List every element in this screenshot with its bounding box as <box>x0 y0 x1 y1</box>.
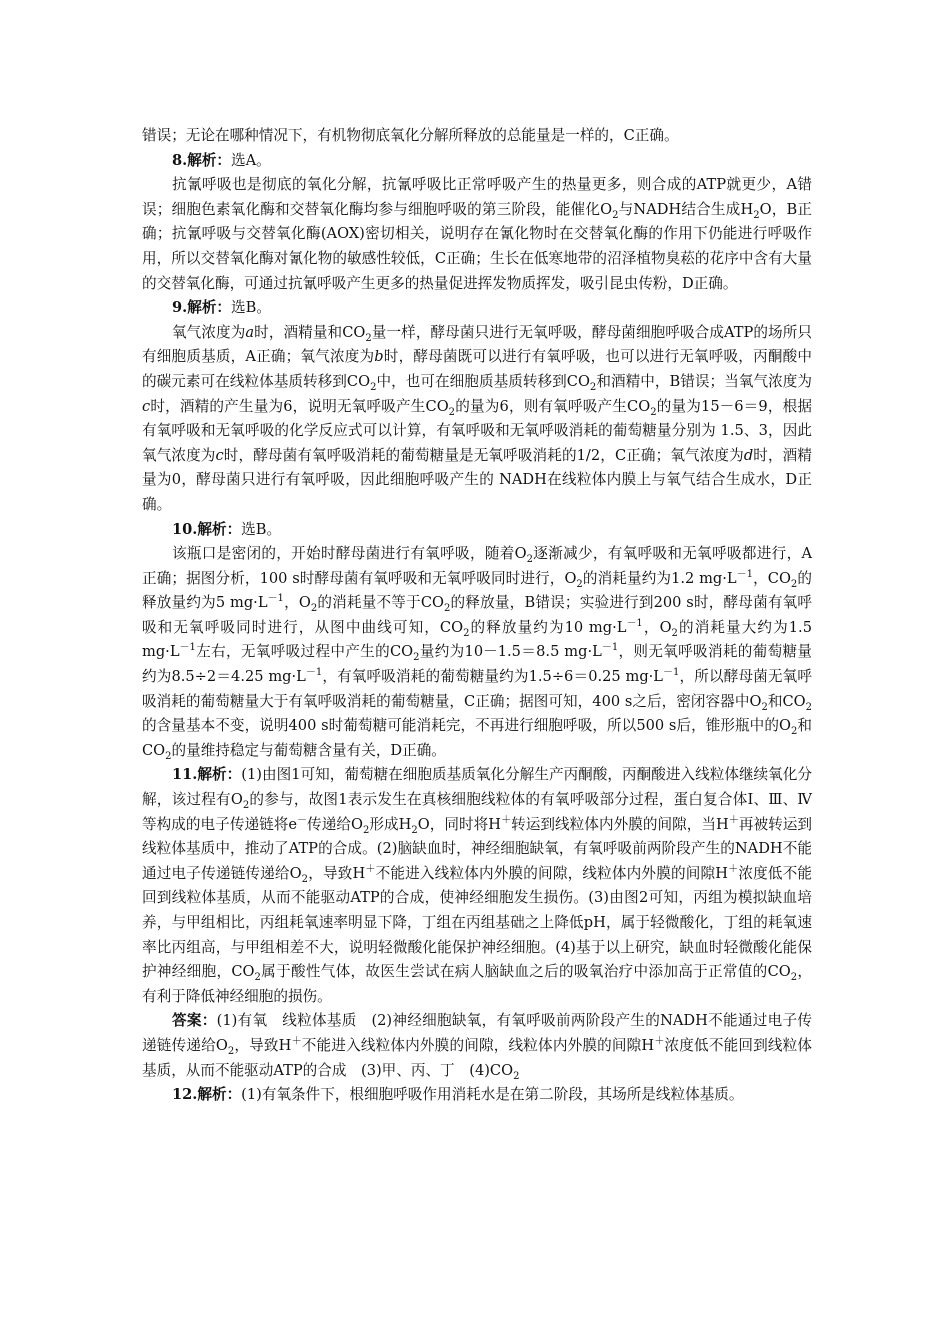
q11-answer <box>142 1009 812 1083</box>
q8-header <box>142 149 812 174</box>
q10-answer: 选B。 <box>241 520 282 538</box>
q9-header <box>142 296 812 321</box>
paragraph-continuation: 错误；无论在哪种情况下，有机物彻底氧化分解所释放的总能量是一样的，C正确。 <box>142 127 679 144</box>
q9-label: 9.解析： <box>172 299 232 317</box>
q10-header <box>142 518 812 543</box>
q12-analysis <box>142 1083 812 1108</box>
q8-label: 8.解析： <box>172 151 232 169</box>
q12-label: 12.解析： <box>172 1086 242 1104</box>
q11-analysis <box>142 763 812 1009</box>
q11-body: (1)由图1可知，葡萄糖在细胞质基质氧化分解生产丙酮酸，丙酮酸进入线粒体继续氧化分解，该过程有$O_2$的参与，故图1表示发生在真核细胞线粒体的有氧呼吸部分过程，蛋白复合体Ⅰ、Ⅲ、Ⅳ等构成的电子传递链将e－传递给$O_2$形成$H_2O$，同时将H＋转运到线粒体内外膜的间隙，当H＋再被转运到线粒体基质中，推动了ATP的合成。(2)脑缺血时，神经细胞缺氧，有氧呼吸前两阶段产生的NADH不能通过电子传递链传递给$O_2$，导致H＋不能进入线粒体内外膜的间隙，线粒体内外膜的间隙H＋浓度低不能回到线粒体基质，从而不能驱动ATP的合成，使神经细胞发生损伤。(3)由图2可知，丙组为模拟缺血培养，与甲组相比，丙组耗氧速率明显下降，丁组在丙组基础之上降低pH，属于轻微酸化，丁组的耗氧速率比丙组高，与甲组相差不大，说明轻微酸化能保护神经细胞。(4)基于以上研究，缺血时轻微酸化能保护神经细胞，$CO_2$属于酸性气体，故医生尝试在病人脑缺血之后的吸氧治疗中添加高于正常值的$CO_2$，有利于降低神经细胞的损伤。 <box>142 766 813 1005</box>
document-page <box>142 124 812 1108</box>
q8-body: 抗氰呼吸也是彻底的氧化分解，抗氰呼吸比正常呼吸产生的热量更多，则合成的ATP就更少，A错误；细胞色素氧化酶和交替氧化酶均参与细胞呼吸的第三阶段，能催化$O_2$与NADH结合生成$H_2O$，B正确；抗氰呼吸与交替氧化酶(AOX)密切相关，说明存在氰化物时在交替氧化酶的作用下仍能进行呼吸作用，所以交替氧化酶对氰化物的敏感性较低，C正确；生长在低寒地带的沼泽植物臭菘的花序中含有大量的交替氧化酶，可通过抗氰呼吸产生更多的热量促进挥发物质挥发，吸引昆虫传粉，D正确。 <box>142 176 813 292</box>
q8-answer: 选A。 <box>231 151 271 169</box>
q10-body: 该瓶口是密闭的，开始时酵母菌进行有氧呼吸，随着$O_2$逐渐减少，有氧呼吸和无氧呼吸都进行，A正确；据图分析，100 s时酵母菌有氧呼吸和无氧呼吸同时进行，$O_2$的消耗量约为1.2 $mg\cdot L^{-1}$，$CO_2$的释放量约为5 $mg\cdot L^{-1}$，$O_2$的消耗量不等于$CO_2$的释放量，B错误；实验进行到200 s时，酵母菌有氧呼吸和无氧呼吸同时进行，从图中曲线可知，$CO_2$的释放量约为10 $mg\cdot L^{-1}$，$O_2$的消耗量大约为1.5 $mg\cdot L^{-1}$左右，无氧呼吸过程中产生的$CO_2$量约为10－1.5＝8.5 $mg\cdot L^{-1}$，则无氧呼吸消耗的葡萄糖量约为8.5÷2＝4.25 $mg\cdot L^{-1}$，有氧呼吸消耗的葡萄糖量约为1.5÷6＝0.25 $mg\cdot L^{-1}$，所以酵母菌无氧呼吸消耗的葡萄糖量大于有氧呼吸消耗的葡萄糖量，C正确；据图可知，400 s之后，密闭容器中$O_2$和$CO_2$的含量基本不变，说明400 s时葡萄糖可能消耗完，不再进行细胞呼吸，所以500 s后，锥形瓶中的$O_2$和$CO_2$的量维持稳定与葡萄糖含量有关，D正确。 <box>142 545 813 762</box>
q11-label: 11.解析： <box>172 766 242 784</box>
q9-body: 氧气浓度为a时，酒精量和$CO_2$量一样，酵母菌只进行无氧呼吸，酵母菌细胞呼吸合成ATP的场所只有细胞质基质，A正确；氧气浓度为b时，酵母菌既可以进行有氧呼吸，也可以进行无氧呼吸，丙酮酸中的碳元素可在线粒体基质转移到$CO_2$中，也可在细胞质基质转移到$CO_2$和酒精中，B错误；当氧气浓度为c时，酒精的产生量为6，说明无氧呼吸产生$CO_2$的量为6，则有氧呼吸产生$CO_2$的量为15－6＝9，根据有氧呼吸和无氧呼吸的化学反应式可以计算，有氧呼吸和无氧呼吸消耗的葡萄糖量分别为 1.5、3，因此氧气浓度为c时，酵母菌有氧呼吸消耗的葡萄糖量是无氧呼吸消耗的1/2，C正确；氧气浓度为d时，酒精量为0，酵母菌只进行有氧呼吸，因此细胞呼吸产生的 NADH在线粒体内膜上与氧气结合生成水，D正确。 <box>142 323 812 513</box>
q10-label: 10.解析： <box>172 520 242 538</box>
q9-answer: 选B。 <box>231 299 271 317</box>
q11-answer-body: (1)有氧 线粒体基质 (2)神经细胞缺氧，有氧呼吸前两阶段产生的NADH不能通过电子传递链传递给$O_2$，导致H＋不能进入线粒体内外膜的间隙，线粒体内外膜的间隙H＋浓度低不能回到线粒体基质，从而不能驱动ATP的合成 (3)甲、丙、丁 $(4)CO_2$ <box>142 1012 813 1082</box>
q12-body: (1)有氧条件下，根细胞呼吸作用消耗水是在第二阶段，其场所是线粒体基质。 <box>241 1086 744 1104</box>
q11-answer-label: 答案： <box>172 1012 217 1030</box>
